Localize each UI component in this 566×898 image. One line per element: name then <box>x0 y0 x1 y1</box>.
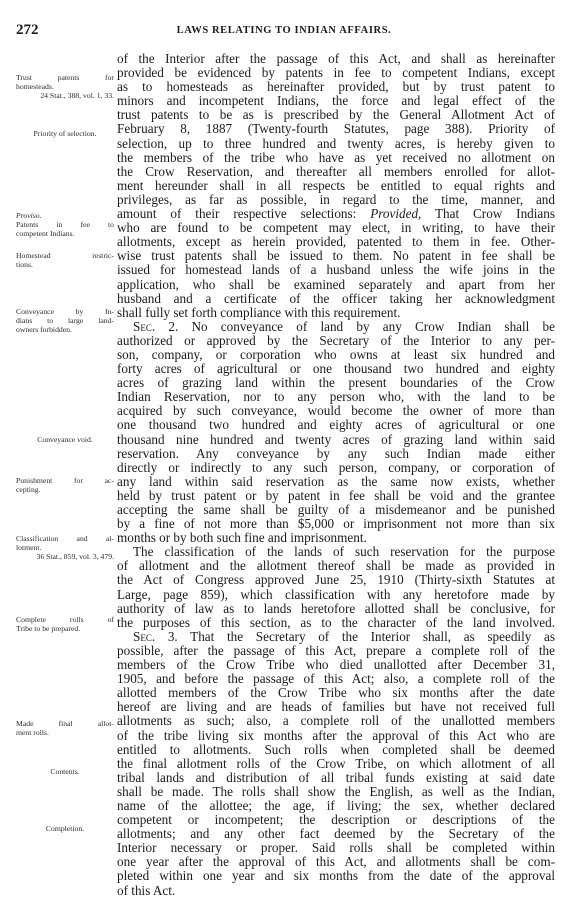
body-line: of allotment and the allotment thereof shall be made as provided in <box>117 558 555 574</box>
margin-note-complete-rolls <box>16 616 114 634</box>
page-number: 272 <box>16 22 39 38</box>
margin-note-line: Priority of selection. <box>33 129 97 138</box>
running-title: LAWS RELATING TO INDIAN AFFAIRS. <box>176 25 392 36</box>
body-line: minors and incompetent Indians, the force and legal effect of the <box>117 93 555 109</box>
margin-note-priority <box>16 130 114 139</box>
body-line: amount of their respective selections: Provided, That Crow Indians <box>117 206 556 222</box>
body-line: wise trust patents shall be issued to them. No patent in fee shall be <box>117 248 555 264</box>
body-line: trust patents to be as is prescribed by the General Allotment Act of <box>117 107 555 123</box>
body-line: the members of the tribe who have as yet received no allotment on <box>117 149 555 165</box>
margin-note-proviso <box>16 212 114 238</box>
body-line: ment hereunder shall in all respects be entitled to equal rights and <box>117 177 555 193</box>
body-line: of the Interior after the passage of this Act, and shall as hereinafter <box>117 51 555 66</box>
body-line: selection, up to three hundred and twenty acres, is hereby given to <box>117 135 555 151</box>
body-line: of this Act. <box>117 882 176 898</box>
margin-note-line: Tribe to be prepared. <box>16 623 81 633</box>
body-line: by a fine of not more than $5,000 or imprisonment not more than six <box>117 516 555 532</box>
margin-note-line: tions. <box>16 259 33 269</box>
margin-note-line: 24 Stat., 388, vol. 1, 33. <box>40 90 114 100</box>
body-line: authorized or approved by the Secretary of the Interior to any per- <box>117 332 555 348</box>
body-line: acres of grazing land within the present boundaries of the Crow <box>117 375 555 391</box>
body-line: the final allotment rolls of the Crow Tribe, on which allotment of all <box>117 755 555 771</box>
margin-note-classification <box>16 535 114 561</box>
body-line: of the tribe living six months after the approval of this Act who are <box>117 727 555 743</box>
body-line: husband and a certificate of the officer taking her acknowledgment <box>117 290 555 306</box>
body-line: February 8, 1887 (Twenty-fourth Statutes, page 388). Priority of <box>117 121 555 137</box>
body-line: forty acres of agricultural or one thousand two hundred and eighty <box>117 361 555 377</box>
body-line: shall fully set forth compliance with this requirement. <box>117 304 401 320</box>
body-line: allotted members of the Crow Tribe who six months after the date <box>117 685 555 701</box>
margin-note-line: Patents in fee to <box>16 219 114 229</box>
margin-note-line: dians to large land- <box>16 315 114 325</box>
body-line: tribal lands and distribution of all tribal funds existing at said date <box>117 769 555 785</box>
body-line: months or by both such fine and imprisonment. <box>117 530 367 546</box>
body-line: the Act of Congress approved June 25, 1910 (Thirty-sixth Statutes at <box>117 572 555 588</box>
margin-note-line: owners forbidden. <box>16 324 72 334</box>
body-line: entitled to allotments. Such rolls when completed shall be deemed <box>117 741 555 757</box>
margin-note-trust-patents <box>16 74 114 100</box>
margin-note-line: Conveyance by In- <box>16 307 114 316</box>
margin-note-line: Completion. <box>45 824 85 833</box>
body-line: as to homesteads as hereinafter provided, but by trust patent to <box>117 79 555 95</box>
margin-note-line: Homestead restric- <box>16 251 114 260</box>
page-header <box>16 22 552 40</box>
body-line: possible, after the passage of this Act, prepare a complete roll of the <box>117 642 555 658</box>
margin-note-line: Classification and al- <box>16 534 114 543</box>
body-line: reservation. Any conveyance by any such Indian made either <box>117 445 555 461</box>
margin-note-line: ment rolls. <box>16 727 49 737</box>
margin-note-line: Made final allot- <box>16 719 114 728</box>
margin-note-line: Conveyance void. <box>37 435 93 444</box>
body-line: accepting the same shall be guilty of a misdemeanor and be punished <box>117 502 555 517</box>
body-line: one year after the approval of this Act, and allotments shall be com- <box>117 854 555 870</box>
margin-note-line: competent Indians. <box>16 228 75 238</box>
body-line: the purposes of this section, as to the character of the land involved. <box>117 614 555 630</box>
margin-note-void <box>16 436 114 445</box>
body-line: pleted within one year and six months from the date of the approval <box>117 868 555 884</box>
body-line: directly or indirectly to any such person, company, or corporation of <box>117 459 555 475</box>
margin-note-completion <box>16 825 114 834</box>
body-line: competent or incompetent; the description or descriptions of the <box>117 812 555 828</box>
body-line: authority of law as to lands heretofore allotted shall be conclusive, for <box>117 600 555 616</box>
margin-note-line: Complete rolls of <box>16 615 114 624</box>
statute-body-text <box>117 52 555 898</box>
margin-note-line: Trust patents for <box>16 73 114 82</box>
body-line: privileges, as far as possible, in regard to the time, manner, and <box>117 191 555 207</box>
body-line: held by trust patent or by patent in fee shall be void and the grantee <box>117 487 555 503</box>
body-line: Sec. 2. No conveyance of land by any Crow Indian shall be <box>133 318 555 334</box>
body-line: Large, page 859), which classification with any heretofore made by <box>117 586 555 602</box>
body-line: allotments, except as herein provided, patented to them in fee. Other- <box>117 234 555 250</box>
body-line: name of the allottee; the age, if living; the sex, whether declared <box>117 797 555 813</box>
margin-note-contents <box>16 768 114 777</box>
body-line: members of the Crow Tribe who died unallotted after December 31, <box>117 657 555 673</box>
margin-note-line: homesteads. <box>16 81 54 91</box>
body-line: application, who shall be examined separately and apart from her <box>117 276 555 292</box>
body-line: hereof are living and are heads of families but have not received full <box>117 699 555 715</box>
body-line: one thousand two hundred and eighty acres of agricultural or one <box>117 417 555 433</box>
body-line: Interior necessary or proper. Said rolls shall be completed within <box>117 840 555 856</box>
margin-note-line: Proviso. <box>16 211 42 220</box>
margin-note-punishment <box>16 477 114 495</box>
body-line: allotments as such; also, a complete roll of the unallotted members <box>117 713 555 729</box>
body-line: son, company, or corporation who owns at least six hundred and <box>117 346 555 362</box>
margin-note-conveyance <box>16 308 114 334</box>
body-line: provided be evidenced by patents in fee to competent Indians, except <box>117 65 555 81</box>
body-line: 1905, and before the passage of this Act; also, a complete roll of the <box>117 671 555 687</box>
body-line: Indian Reservation, nor to any person who, with the land to be <box>117 389 555 405</box>
body-line: who are found to be competent may elect, in writing, to have their <box>117 220 555 236</box>
body-line: Sec. 3. That the Secretary of the Interior shall, as speedily as <box>133 628 555 644</box>
margin-note-homestead <box>16 252 114 270</box>
body-line: acquired by such conveyance, would become the owner of more than <box>117 403 555 419</box>
margin-note-line: lotment. <box>16 542 42 552</box>
body-line: any land within said reservation as the same now exists, whether <box>117 473 555 489</box>
body-line: shall be made. The rolls shall show the English, as well as the Indian, <box>117 783 555 799</box>
body-line: thousand nine hundred and twenty acres of grazing land within said <box>117 431 555 447</box>
margin-note-line: Contents. <box>50 767 80 776</box>
margin-note-line: cepting. <box>16 484 41 494</box>
margin-note-line: 36 Stat., 859, vol. 3, 479. <box>36 551 114 561</box>
body-line: the Crow Reservation, and thereafter all members enrolled for allot- <box>117 163 555 179</box>
margin-note-line: Punishment for ac- <box>16 476 114 485</box>
body-line: issued for homestead lands of a husband unless the wife joins in the <box>117 262 555 278</box>
body-line: allotments; and any other fact deemed by the Secretary of the <box>117 826 555 842</box>
margin-note-final-rolls <box>16 720 114 738</box>
body-line: The classification of the lands of such reservation for the purpose <box>133 544 555 560</box>
